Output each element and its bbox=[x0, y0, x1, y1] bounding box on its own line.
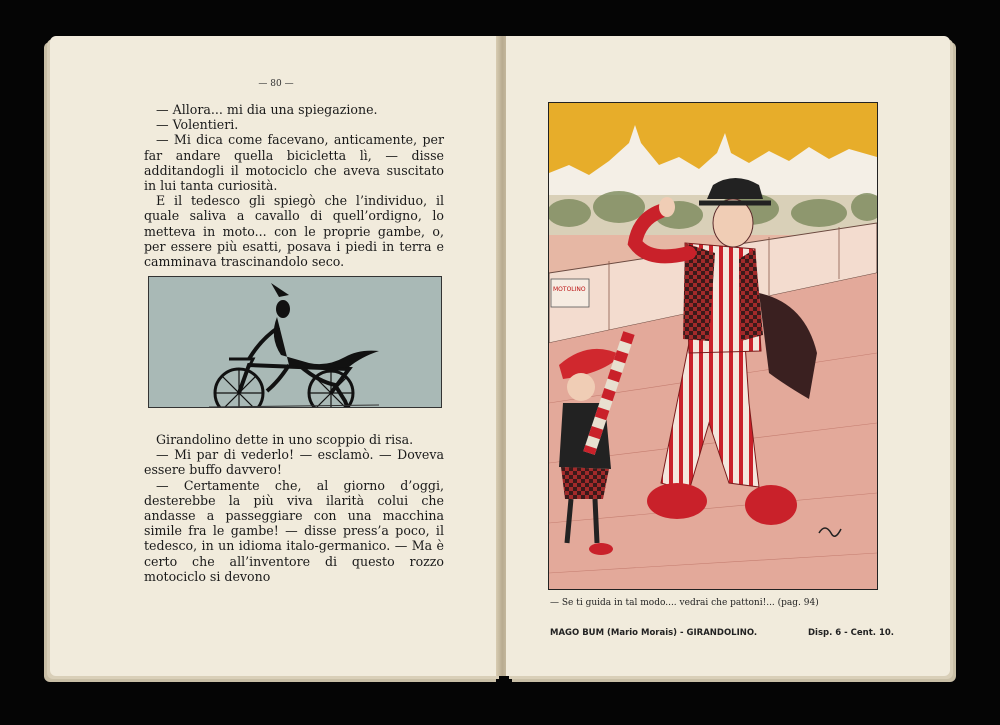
velocipede-drawing bbox=[149, 277, 441, 407]
footer-issue: Disp. 6 - Cent. 10. bbox=[808, 628, 895, 638]
text-block-top bbox=[144, 102, 444, 269]
footer-title: MAGO BUM (Mario Morais) - GIRANDOLINO. bbox=[550, 628, 758, 638]
text-block-bottom bbox=[144, 432, 444, 584]
open-book bbox=[44, 36, 960, 690]
velocipede-illustration bbox=[148, 276, 442, 408]
paragraph: — Mi par di vederlo! — esclamò. — Doveva essere buffo davvero! bbox=[144, 447, 444, 478]
color-plate-illustration bbox=[548, 102, 878, 590]
plate-caption: — Se ti guida in tal modo.... vedrai che pattoni!... (pag. 94) bbox=[550, 598, 819, 608]
wall-sign: MOTOLINO bbox=[553, 286, 586, 293]
paragraph: — Mi dica come facevano, anticamente, per far andare quella bicicletta lì, — disse additandogli il motociclo che aveva suscitato in lui tanta curiosità. bbox=[144, 132, 444, 194]
paragraph: — Certamente che, al giorno d’oggi, desterebbe la più viva ilarità colui che andasse a passeggiare con una macchina simile fra le gambe! — disse press’a poco, il tedesco, in un idioma italo-germanico. — Ma è certo che all’inventore di questo rozzo motociclo si devono bbox=[144, 477, 444, 584]
plate-drawing bbox=[549, 103, 877, 589]
paragraph: — Allora... mi dia una spiegazione. bbox=[156, 102, 378, 117]
paragraph: Girandolino dette in uno scoppio di risa. bbox=[156, 432, 414, 447]
paragraph: E il tedesco gli spiegò che l’individuo, il quale saliva a cavallo di quell’ordigno, lo metteva in moto... con le proprie gambe, o, per essere più esatti, posava i piedi in terra e camminava trascinandolo seco. bbox=[144, 193, 444, 270]
paragraph: — Volentieri. bbox=[156, 117, 239, 133]
page-number: — 80 — bbox=[258, 79, 294, 89]
